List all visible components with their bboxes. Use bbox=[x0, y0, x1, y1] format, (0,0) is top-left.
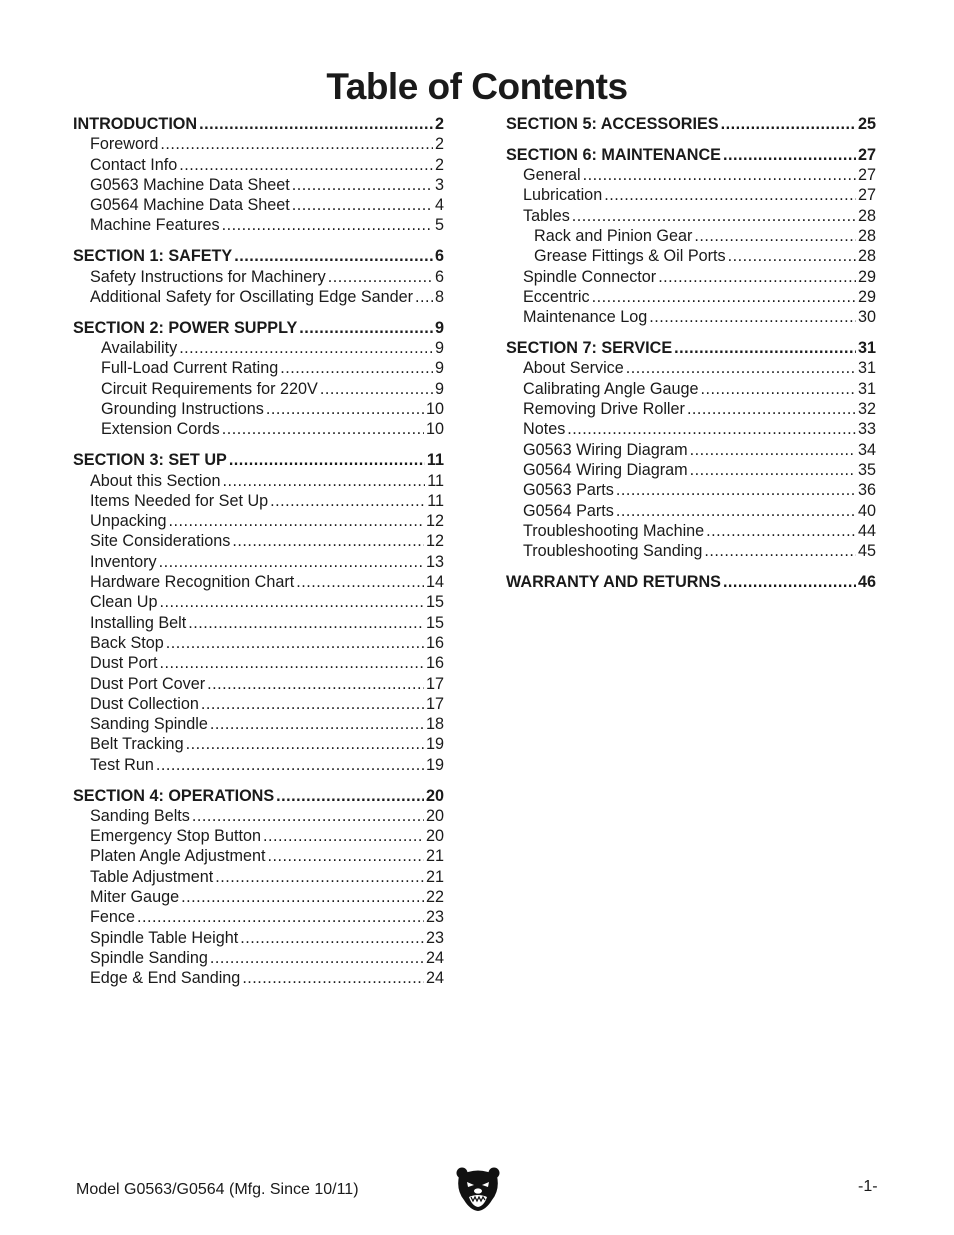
toc-entry-page: 44 bbox=[857, 521, 876, 540]
toc-entry-title: Emergency Stop Button bbox=[90, 827, 261, 846]
toc-leader-dots bbox=[723, 572, 856, 592]
toc-leader-dots bbox=[690, 460, 856, 480]
toc-leader-dots bbox=[160, 592, 424, 612]
toc-leader-dots bbox=[263, 826, 424, 846]
toc-entry-title: Fence bbox=[90, 908, 135, 927]
footer-page-number: -1- bbox=[858, 1178, 878, 1195]
toc-entry-page: 24 bbox=[425, 969, 444, 988]
toc-entry-title: SECTION 5: ACCESSORIES bbox=[506, 115, 719, 133]
toc-entry-title: SECTION 6: MAINTENANCE bbox=[506, 145, 721, 164]
toc-entry-emergency-stop-button[interactable] bbox=[73, 826, 444, 846]
toc-leader-dots bbox=[188, 613, 424, 633]
toc-entry-title: SECTION 2: POWER SUPPLY bbox=[73, 318, 298, 337]
toc-leader-dots bbox=[704, 541, 856, 561]
toc-leader-dots bbox=[328, 267, 433, 287]
toc-entry-g0564-parts[interactable] bbox=[506, 501, 876, 521]
toc-entry-section-6-maintenance[interactable] bbox=[506, 145, 876, 165]
toc-leader-dots bbox=[626, 358, 856, 378]
toc-entry-title: Sanding Belts bbox=[90, 806, 190, 825]
toc-entry-title: Belt Tracking bbox=[90, 735, 184, 754]
toc-leader-dots bbox=[186, 734, 424, 754]
toc-entry-title: WARRANTY AND RETURNS bbox=[506, 573, 721, 592]
toc-entry-title: Inventory bbox=[90, 552, 157, 571]
bear-head-logo-icon bbox=[456, 1166, 500, 1212]
toc-entry-spindle-table-height[interactable] bbox=[73, 928, 444, 948]
toc-leader-dots bbox=[181, 887, 424, 907]
toc-entry-page: 32 bbox=[857, 400, 876, 419]
toc-entry-contact-info[interactable] bbox=[73, 155, 444, 175]
toc-entry-eccentric[interactable] bbox=[506, 287, 876, 307]
toc-entry-title: INTRODUCTION bbox=[73, 115, 198, 133]
toc-entry-page: 27 bbox=[857, 145, 876, 164]
toc-entry-general[interactable] bbox=[506, 165, 876, 185]
toc-entry-section-5-accessories[interactable] bbox=[506, 114, 876, 134]
toc-entry-title: SECTION 4: OPERATIONS bbox=[73, 786, 275, 805]
toc-entry-page: 34 bbox=[857, 440, 876, 459]
toc-leader-dots bbox=[242, 968, 424, 988]
toc-entry-title: Circuit Requirements for 220V bbox=[101, 379, 318, 398]
toc-entry-tables[interactable] bbox=[506, 206, 876, 226]
toc-section bbox=[73, 114, 444, 236]
toc-entry-rack-and-pinion-gear[interactable] bbox=[506, 226, 876, 246]
toc-entry-page: 24 bbox=[425, 948, 444, 967]
toc-entry-page: 6 bbox=[434, 247, 444, 266]
toc-entry-page: 11 bbox=[426, 451, 444, 470]
toc-entry-title: Spindle Connector bbox=[523, 267, 657, 286]
toc-entry-page: 21 bbox=[425, 867, 444, 886]
toc-entry-title: About Service bbox=[523, 359, 624, 378]
toc-entry-dust-port-cover[interactable] bbox=[73, 674, 444, 694]
toc-entry-page: 5 bbox=[434, 216, 444, 235]
toc-entry-page: 31 bbox=[857, 359, 876, 378]
toc-leader-dots bbox=[292, 175, 433, 195]
toc-leader-dots bbox=[616, 480, 856, 500]
toc-leader-dots bbox=[694, 226, 856, 246]
toc-entry-page: 27 bbox=[857, 166, 876, 185]
toc-entry-page: 20 bbox=[425, 827, 444, 846]
toc-leader-dots bbox=[616, 501, 856, 521]
toc-section bbox=[506, 338, 876, 561]
toc-entry-page: 11 bbox=[427, 491, 444, 510]
toc-entry-extension-cords[interactable] bbox=[73, 419, 444, 439]
toc-leader-dots bbox=[179, 338, 433, 358]
toc-entry-g0564-wiring-diagram[interactable] bbox=[506, 460, 876, 480]
toc-entry-page: 10 bbox=[425, 400, 444, 419]
toc-right-column bbox=[506, 114, 876, 603]
toc-entry-page: 31 bbox=[857, 339, 876, 358]
toc-entry-page: 29 bbox=[857, 267, 876, 286]
toc-entry-page: 23 bbox=[425, 928, 444, 947]
toc-entry-section-1-safety[interactable] bbox=[73, 246, 444, 266]
toc-entry-page: 28 bbox=[857, 227, 876, 246]
toc-leader-dots bbox=[706, 521, 856, 541]
toc-entry-title: Hardware Recognition Chart bbox=[90, 573, 295, 592]
toc-leader-dots bbox=[207, 674, 424, 694]
toc-entry-table-adjustment[interactable] bbox=[73, 867, 444, 887]
toc-leader-dots bbox=[296, 572, 424, 592]
toc-entry-page: 29 bbox=[857, 287, 876, 306]
toc-leader-dots bbox=[156, 755, 424, 775]
toc-entry-title: Additional Safety for Oscillating Edge Sander bbox=[90, 287, 414, 306]
toc-entry-availability[interactable] bbox=[73, 338, 444, 358]
toc-leader-dots bbox=[567, 419, 856, 439]
toc-entry-title: Maintenance Log bbox=[523, 308, 648, 327]
toc-entry-page: 15 bbox=[425, 613, 444, 632]
toc-leader-dots bbox=[232, 531, 424, 551]
toc-entry-g0563-machine-data-sheet[interactable] bbox=[73, 175, 444, 195]
toc-entry-page: 28 bbox=[857, 206, 876, 225]
toc-entry-page: 17 bbox=[425, 694, 444, 713]
toc-entry-title: Full-Load Current Rating bbox=[101, 359, 279, 378]
toc-entry-section-4-operations[interactable] bbox=[73, 786, 444, 806]
toc-entry-introduction[interactable] bbox=[73, 114, 444, 134]
toc-leader-dots bbox=[166, 633, 424, 653]
toc-entry-title: Safety Instructions for Machinery bbox=[90, 267, 326, 286]
toc-leader-dots bbox=[159, 653, 424, 673]
toc-entry-page: 46 bbox=[857, 573, 876, 592]
toc-leader-dots bbox=[215, 867, 424, 887]
toc-entry-title: G0563 Machine Data Sheet bbox=[90, 175, 290, 194]
toc-entry-page: 4 bbox=[434, 196, 444, 215]
toc-entry-page: 35 bbox=[857, 460, 876, 479]
toc-entry-page: 9 bbox=[434, 359, 444, 378]
toc-entry-page: 12 bbox=[425, 532, 444, 551]
toc-entry-page: 40 bbox=[857, 501, 876, 520]
toc-leader-dots bbox=[201, 694, 424, 714]
toc-entry-title: Back Stop bbox=[90, 633, 164, 652]
toc-leader-dots bbox=[292, 195, 433, 215]
toc-leader-dots bbox=[234, 246, 433, 266]
toc-section bbox=[506, 572, 876, 592]
toc-entry-page: 20 bbox=[425, 786, 444, 805]
toc-entry-page: 2 bbox=[434, 155, 444, 174]
toc-entry-title: Availability bbox=[101, 339, 178, 358]
toc-leader-dots bbox=[583, 165, 856, 185]
toc-leader-dots bbox=[137, 907, 424, 927]
toc-entry-page: 16 bbox=[425, 633, 444, 652]
toc-entry-grease-fittings-oil-ports[interactable] bbox=[506, 246, 876, 266]
toc-entry-notes[interactable] bbox=[506, 419, 876, 439]
toc-leader-dots bbox=[159, 552, 424, 572]
toc-entry-page: 18 bbox=[425, 715, 444, 734]
toc-left-column bbox=[73, 114, 444, 999]
toc-leader-dots bbox=[222, 471, 425, 491]
toc-entry-page: 19 bbox=[425, 755, 444, 774]
toc-entry-dust-collection[interactable] bbox=[73, 694, 444, 714]
toc-entry-title: About this Section bbox=[90, 471, 221, 490]
toc-entry-page: 9 bbox=[434, 318, 444, 337]
toc-leader-dots bbox=[674, 338, 856, 358]
toc-entry-title: G0564 Machine Data Sheet bbox=[90, 196, 290, 215]
toc-entry-unpacking[interactable] bbox=[73, 511, 444, 531]
toc-entry-section-7-service[interactable] bbox=[506, 338, 876, 358]
toc-entry-g0564-machine-data-sheet[interactable] bbox=[73, 195, 444, 215]
toc-leader-dots bbox=[222, 419, 424, 439]
toc-entry-page: 9 bbox=[434, 339, 444, 358]
toc-entry-page: 33 bbox=[857, 420, 876, 439]
toc-entry-about-service[interactable] bbox=[506, 358, 876, 378]
toc-entry-back-stop[interactable] bbox=[73, 633, 444, 653]
toc-entry-page: 31 bbox=[857, 379, 876, 398]
toc-entry-page: 19 bbox=[425, 735, 444, 754]
toc-entry-title: Miter Gauge bbox=[90, 888, 180, 907]
toc-entry-title: Table Adjustment bbox=[90, 867, 214, 886]
toc-entry-spindle-sanding[interactable] bbox=[73, 948, 444, 968]
toc-entry-page: 16 bbox=[425, 654, 444, 673]
toc-entry-title: Test Run bbox=[90, 755, 154, 774]
toc-entry-title: Extension Cords bbox=[101, 420, 220, 439]
toc-leader-dots bbox=[572, 206, 856, 226]
toc-entry-title: Dust Port Cover bbox=[90, 674, 206, 693]
toc-entry-title: Edge & End Sanding bbox=[90, 969, 241, 988]
toc-entry-page: 15 bbox=[425, 593, 444, 612]
toc-entry-page: 28 bbox=[857, 247, 876, 266]
page-title: Table of Contents bbox=[326, 66, 628, 107]
toc-entry-page: 2 bbox=[434, 115, 444, 133]
toc-entry-title: Items Needed for Set Up bbox=[90, 491, 269, 510]
toc-entry-title: Clean Up bbox=[90, 593, 158, 612]
toc-leader-dots bbox=[721, 114, 856, 134]
toc-entry-title: Eccentric bbox=[523, 287, 590, 306]
toc-entry-page: 20 bbox=[425, 806, 444, 825]
toc-entry-about-this-section[interactable] bbox=[73, 471, 444, 491]
toc-entry-test-run[interactable] bbox=[73, 755, 444, 775]
toc-leader-dots bbox=[229, 450, 425, 470]
toc-leader-dots bbox=[169, 511, 424, 531]
toc-leader-dots bbox=[179, 155, 433, 175]
toc-entry-safety-instructions-for-machinery[interactable] bbox=[73, 267, 444, 287]
toc-section bbox=[73, 246, 444, 307]
toc-entry-title: G0563 Parts bbox=[523, 481, 614, 500]
toc-entry-circuit-requirements-for-220v[interactable] bbox=[73, 379, 444, 399]
toc-entry-fence[interactable] bbox=[73, 907, 444, 927]
toc-entry-machine-features[interactable] bbox=[73, 215, 444, 235]
toc-leader-dots bbox=[728, 246, 856, 266]
toc-leader-dots bbox=[266, 399, 424, 419]
toc-entry-page: 22 bbox=[425, 888, 444, 907]
toc-entry-g0563-parts[interactable] bbox=[506, 480, 876, 500]
toc-leader-dots bbox=[649, 307, 856, 327]
toc-leader-dots bbox=[690, 440, 856, 460]
toc-entry-title: Troubleshooting Sanding bbox=[523, 542, 703, 561]
toc-leader-dots bbox=[415, 287, 433, 307]
toc-entry-section-3-set-up[interactable] bbox=[73, 450, 444, 470]
toc-section bbox=[73, 786, 444, 989]
toc-entry-title: Rack and Pinion Gear bbox=[534, 227, 693, 246]
toc-leader-dots bbox=[280, 358, 433, 378]
toc-entry-clean-up[interactable] bbox=[73, 592, 444, 612]
toc-entry-title: G0563 Wiring Diagram bbox=[523, 440, 688, 459]
toc-entry-title: Grounding Instructions bbox=[101, 400, 264, 419]
toc-entry-page: 45 bbox=[857, 542, 876, 561]
toc-entry-page: 3 bbox=[434, 175, 444, 194]
toc-entry-page: 21 bbox=[425, 847, 444, 866]
toc-leader-dots bbox=[701, 379, 856, 399]
toc-entry-page: 13 bbox=[425, 552, 444, 571]
toc-entry-dust-port[interactable] bbox=[73, 653, 444, 673]
toc-leader-dots bbox=[192, 806, 424, 826]
toc-entry-page: 17 bbox=[425, 674, 444, 693]
toc-section bbox=[506, 114, 876, 134]
toc-leader-dots bbox=[299, 318, 433, 338]
toc-entry-page: 30 bbox=[857, 308, 876, 327]
toc-entry-title: Platen Angle Adjustment bbox=[90, 847, 266, 866]
toc-section bbox=[506, 145, 876, 328]
toc-entry-warranty-and-returns[interactable] bbox=[506, 572, 876, 592]
toc-leader-dots bbox=[723, 145, 856, 165]
toc-leader-dots bbox=[199, 114, 433, 134]
toc-leader-dots bbox=[210, 948, 424, 968]
toc-entry-page: 9 bbox=[434, 379, 444, 398]
toc-entry-page: 6 bbox=[434, 267, 444, 286]
toc-leader-dots bbox=[160, 134, 433, 154]
toc-leader-dots bbox=[268, 846, 424, 866]
toc-entry-title: Troubleshooting Machine bbox=[523, 521, 705, 540]
toc-entry-page: 10 bbox=[425, 420, 444, 439]
toc-entry-page: 12 bbox=[425, 512, 444, 531]
toc-entry-calibrating-angle-gauge[interactable] bbox=[506, 379, 876, 399]
toc-entry-installing-belt[interactable] bbox=[73, 613, 444, 633]
toc-entry-section-2-power-supply[interactable] bbox=[73, 318, 444, 338]
toc-entry-page: 23 bbox=[425, 908, 444, 927]
toc-entry-belt-tracking[interactable] bbox=[73, 734, 444, 754]
toc-leader-dots bbox=[687, 399, 856, 419]
toc-entry-title: Tables bbox=[523, 206, 570, 225]
toc-entry-title: Dust Port bbox=[90, 654, 158, 673]
toc-entry-title: Spindle Table Height bbox=[90, 928, 239, 947]
toc-entry-title: SECTION 3: SET UP bbox=[73, 451, 227, 470]
toc-entry-removing-drive-roller[interactable] bbox=[506, 399, 876, 419]
toc-entry-page: 36 bbox=[857, 481, 876, 500]
toc-entry-title: Grease Fittings & Oil Ports bbox=[534, 247, 726, 266]
toc-entry-title: Contact Info bbox=[90, 155, 178, 174]
footer-model-text: Model G0563/G0564 (Mfg. Since 10/11) bbox=[76, 1181, 359, 1198]
toc-entry-miter-gauge[interactable] bbox=[73, 887, 444, 907]
toc-entry-foreword[interactable] bbox=[73, 134, 444, 154]
toc-entry-platen-angle-adjustment[interactable] bbox=[73, 846, 444, 866]
toc-entry-title: Sanding Spindle bbox=[90, 715, 208, 734]
toc-entry-title: Lubrication bbox=[523, 186, 603, 205]
toc-entry-g0563-wiring-diagram[interactable] bbox=[506, 440, 876, 460]
toc-entry-title: Calibrating Angle Gauge bbox=[523, 379, 699, 398]
toc-entry-hardware-recognition-chart[interactable] bbox=[73, 572, 444, 592]
toc-leader-dots bbox=[592, 287, 856, 307]
toc-entry-title: Removing Drive Roller bbox=[523, 400, 685, 419]
toc-entry-sanding-belts[interactable] bbox=[73, 806, 444, 826]
toc-entry-page: 27 bbox=[857, 186, 876, 205]
toc-leader-dots bbox=[240, 928, 424, 948]
toc-leader-dots bbox=[658, 267, 856, 287]
toc-entry-page: 11 bbox=[427, 471, 444, 490]
toc-entry-title: Installing Belt bbox=[90, 613, 187, 632]
toc-leader-dots bbox=[320, 379, 433, 399]
toc-entry-items-needed-for-set-up[interactable] bbox=[73, 491, 444, 511]
toc-entry-troubleshooting-machine[interactable] bbox=[506, 521, 876, 541]
toc-entry-page: 8 bbox=[434, 287, 444, 306]
toc-entry-maintenance-log[interactable] bbox=[506, 307, 876, 327]
toc-entry-title: G0564 Wiring Diagram bbox=[523, 460, 688, 479]
toc-leader-dots bbox=[276, 786, 424, 806]
toc-entry-edge-end-sanding[interactable] bbox=[73, 968, 444, 988]
toc-leader-dots bbox=[270, 491, 425, 511]
toc-entry-page: 2 bbox=[434, 135, 444, 154]
toc-entry-lubrication[interactable] bbox=[506, 185, 876, 205]
toc-entry-title: Unpacking bbox=[90, 512, 167, 531]
toc-entry-additional-safety-for-oscillating-edge-sander[interactable] bbox=[73, 287, 444, 307]
toc-entry-site-considerations[interactable] bbox=[73, 531, 444, 551]
toc-entry-inventory[interactable] bbox=[73, 552, 444, 572]
toc-entry-troubleshooting-sanding[interactable] bbox=[506, 541, 876, 561]
toc-entry-spindle-connector[interactable] bbox=[506, 267, 876, 287]
toc-leader-dots bbox=[210, 714, 424, 734]
toc-entry-title: Machine Features bbox=[90, 216, 220, 235]
toc-entry-title: SECTION 1: SAFETY bbox=[73, 247, 233, 266]
toc-entry-title: Foreword bbox=[90, 135, 159, 154]
toc-entry-title: G0564 Parts bbox=[523, 501, 614, 520]
toc-leader-dots bbox=[604, 185, 856, 205]
toc-entry-title: Spindle Sanding bbox=[90, 948, 208, 967]
toc-leader-dots bbox=[222, 215, 433, 235]
toc-entry-page: 14 bbox=[425, 573, 444, 592]
toc-entry-full-load-current-rating[interactable] bbox=[73, 358, 444, 378]
toc-entry-page: 25 bbox=[857, 115, 876, 133]
toc-entry-title: Notes bbox=[523, 420, 566, 439]
toc-entry-title: General bbox=[523, 166, 581, 185]
toc-entry-title: SECTION 7: SERVICE bbox=[506, 339, 673, 358]
toc-section bbox=[73, 450, 444, 775]
toc-entry-grounding-instructions[interactable] bbox=[73, 399, 444, 419]
toc-entry-title: Dust Collection bbox=[90, 694, 199, 713]
toc-section bbox=[73, 318, 444, 440]
toc-entry-sanding-spindle[interactable] bbox=[73, 714, 444, 734]
toc-entry-title: Site Considerations bbox=[90, 532, 231, 551]
